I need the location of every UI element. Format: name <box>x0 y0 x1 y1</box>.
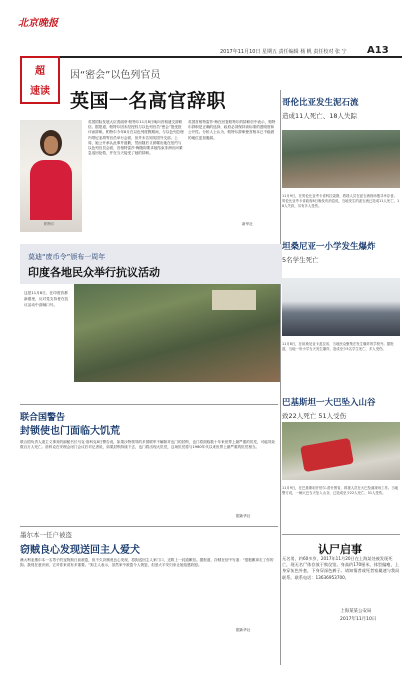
story4-rule <box>20 526 278 527</box>
brand-logo: 北京晚报 <box>18 18 58 29</box>
middle-headline: 印度各地民众举行抗议活动 <box>28 266 160 279</box>
dateline: 2017年11月10日 星期五 责任编辑 杨 帆 责任校对 张 宁 <box>220 49 347 55</box>
right-story-1 <box>282 96 400 120</box>
right-story-2-title: 坦桑尼亚一小学发生爆炸 <box>282 242 376 252</box>
lead-signature: 新华社 <box>242 222 253 226</box>
middle-caption: 这是11月8日，在印度首都新德里，反对党支持者在抗议活动中高喊口号。 <box>24 291 69 307</box>
right-story-3-title: 巴基斯坦一大巴坠入山谷 <box>282 398 376 408</box>
notice-date: 2017年11月10日 <box>340 617 377 622</box>
right-story-2-photo <box>282 278 400 336</box>
notice-signer: 上海某某公安局 <box>340 609 372 614</box>
section-box-line1: 超 <box>35 66 45 77</box>
story4-kicker: 墨尔本一任户被盗 <box>20 531 72 539</box>
story3-body: 联合国负责人道主义事务的副秘书长马克·洛科克8日警告说，如果沙特领导的多国联军不解除对也门的封锁，也门将面临数十年来世界上最严重的饥荒，可能导致数百万人死亡。洛科克在安理会闭门会议后对记者说，如果封锁持续下去，也门将出现大饥荒，这场饥荒将与1960年代以来世界上最严重的饥荒相当。 <box>20 440 275 450</box>
right-story-3 <box>282 396 400 420</box>
page-number: A13 <box>367 45 389 56</box>
right-story-2 <box>282 240 400 264</box>
right-story-2-body: 11月8日，在坦桑尼亚卡盖拉省，当地民众聚集在发生爆炸的学校外。据报道，当地一所小学当天发生爆炸，造成至少5名学生死亡，多人受伤。 <box>282 342 394 351</box>
section-box-line2: 速读 <box>30 86 50 97</box>
notice-rule <box>282 534 400 535</box>
top-rule <box>20 56 402 58</box>
right-story-1-photo <box>282 130 400 188</box>
right-story-3-photo <box>282 422 400 480</box>
lead-headline: 英国一名高官辞职 <box>70 90 227 112</box>
notice-title: 认尸启事 <box>318 543 362 556</box>
story3-rule <box>20 404 278 405</box>
right-story-3-sub: 致22人死亡 51人受伤 <box>282 412 347 420</box>
right-story-1-sub: 造成11人死亡、18人失踪 <box>282 112 358 120</box>
lead-photo-caption: 帕特尔 <box>44 222 55 226</box>
story4-body: 澳大利亚墨尔本一名男子的宠物狗日前被盗，但不久窃贼竟良心发现，将狗送回主人家门口，还附上一封道歉信。据报道，窃贼在信中写道：“很抱歉拿走了你的狗。我现在意识到，它对你来说有多重要。”狗主人表示，虽然家中被盗令人愤怒，但爱犬平安归来让她倍感欣慰。 <box>20 558 274 568</box>
lead-body: 英国国际发展大臣普丽蒂·帕特尔11月8日晚向首相递交辞职信。据报道，帕特尔因未经授权与以色列官员“密会”饱受批评而辞职。帕特尔今年8月在以色列度假期间，与以色列总理内塔尼亚胡等官员举行会面，但并未告知英国外交部。上周，她公开承认此事并道歉，然而随后又被曝出她在纽约与以色列官员会面，首相特雷莎·梅随即要求她结束非洲访问紧急返回伦敦，并在当天接受了她的辞职。 <box>88 120 184 156</box>
story3-headline-a: 联合国警告 <box>20 413 66 423</box>
lead-body-2: 英国首相特雷莎·梅在回复帕特尔的辞职信中表示，帕特尔辞职是正确的选择，政府必须保持高标准的透明度和公开性。分析人士认为，帕特尔辞职使首相本已不稳固的地位更加脆弱。 <box>188 120 276 140</box>
right-story-1-body: 11月9日，在哥伦比亚考卡省科拉索斯，救援人员在泥石流现场搜寻幸存者。哥伦比亚考卡省政府8日晚发布消息说，当地发生的泥石流已造成11人死亡，18人失踪，另有多人受伤。 <box>282 194 400 208</box>
lead-photo <box>20 120 82 232</box>
right-story-3-body: 11月9日，在巴基斯坦开伯尔-普什图省，救援人员在大巴坠落现场工作。当地警方说，一辆大巴当天坠入山谷，已造成至少22人死亡、51人受伤。 <box>282 486 399 495</box>
story4-headline: 窃贼良心发现送回主人爱犬 <box>20 545 140 556</box>
story4-signature: 据新华社 <box>236 628 251 632</box>
story3-headline-b: 封锁使也门面临大饥荒 <box>20 426 120 437</box>
section-box <box>20 56 60 104</box>
right-story-1-title: 哥伦比亚发生泥石流 <box>282 98 359 108</box>
notice-body: 无名男，约60多岁，2017年11月20日在上海某处被发现死亡，现无名尸体存放于殡仪馆。身高约170厘米，体型偏瘦，上身穿灰色外套，下身穿深色裤子。请知情者或死者家属速与我局联系。联系电话：13636953700。 <box>282 556 400 580</box>
story3-signature: 据新华社 <box>236 514 251 518</box>
right-story-2-sub: 5名学生死亡 <box>282 256 319 264</box>
column-divider <box>280 90 281 665</box>
protest-photo <box>74 284 280 382</box>
middle-kicker: 莫迪“废币令”颁布一周年 <box>28 253 106 261</box>
lead-kicker: 因“密会”以色列官员 <box>70 70 161 81</box>
